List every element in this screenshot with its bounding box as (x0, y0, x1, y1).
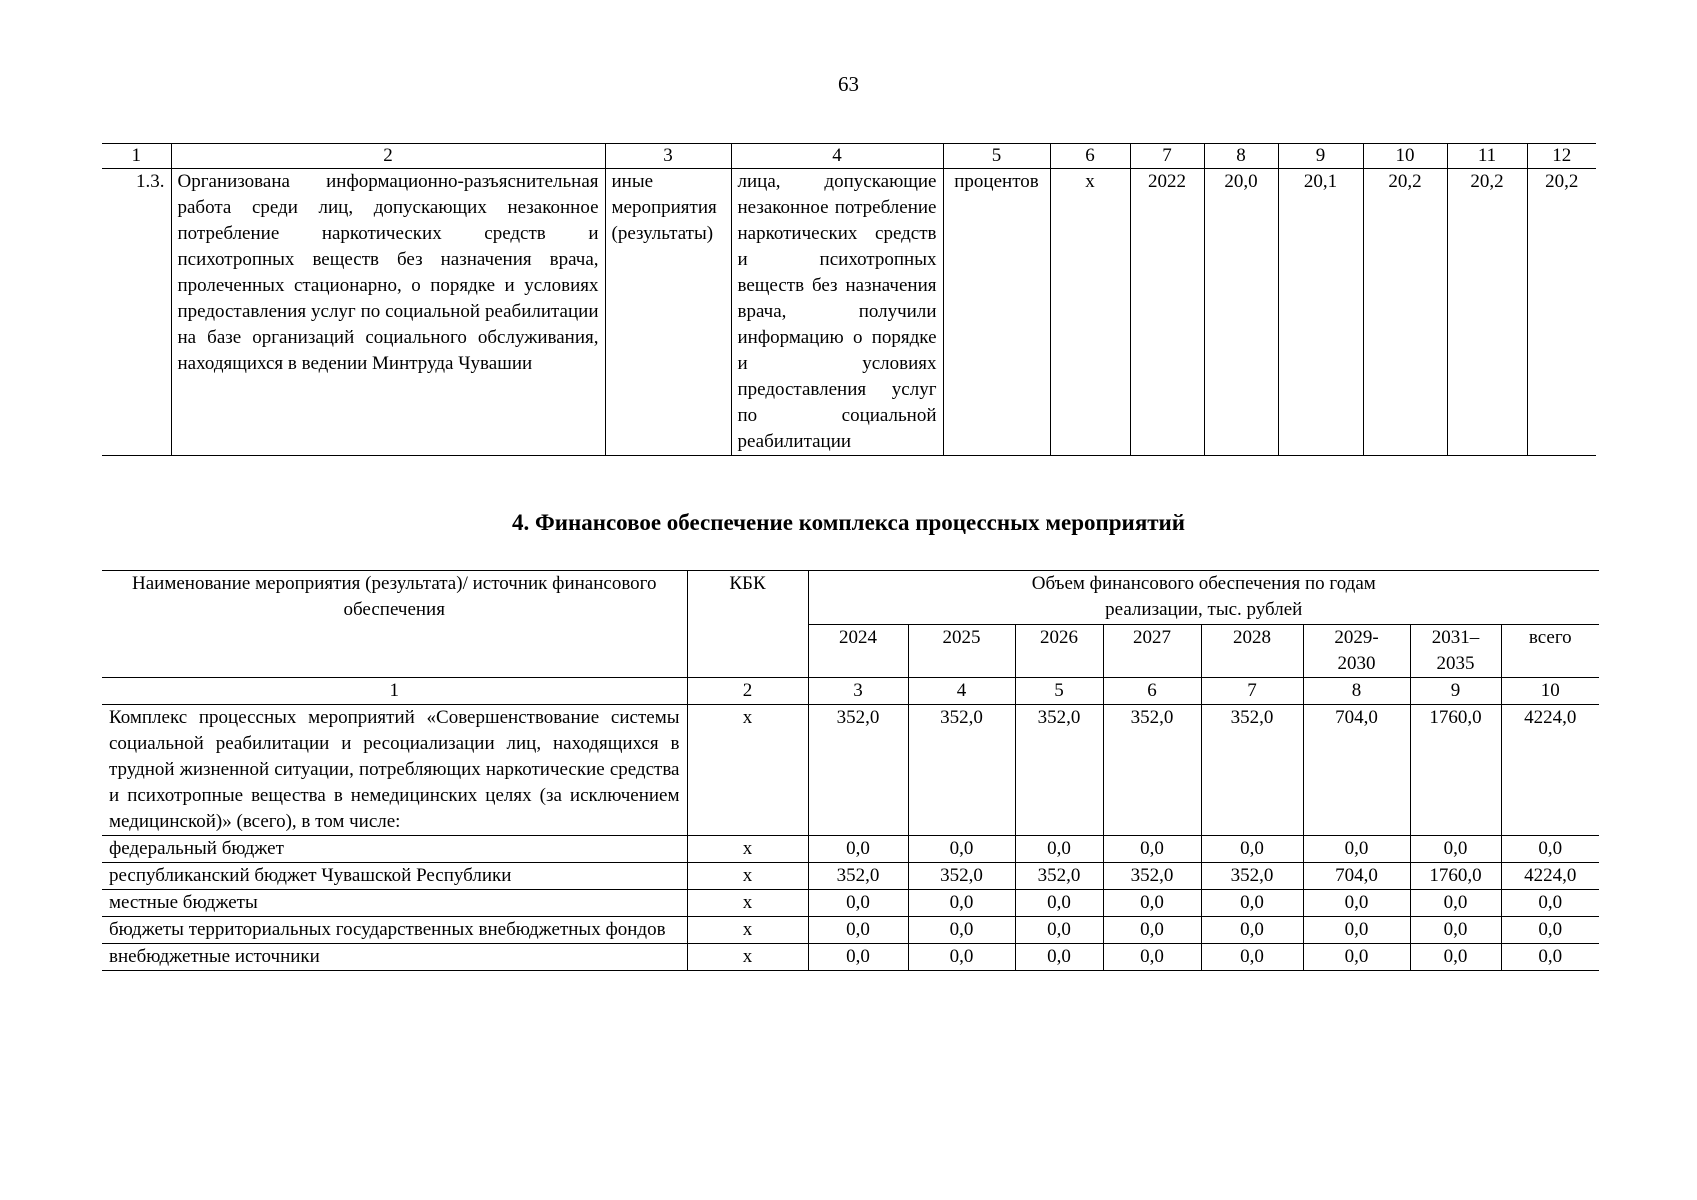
value-cell: 0,0 (908, 836, 1015, 863)
column-number: 2 (687, 678, 808, 705)
value-cell: 0,0 (1201, 917, 1303, 944)
value-cell: 0,0 (1015, 917, 1103, 944)
column-number: 5 (1015, 678, 1103, 705)
row-kbk: х (687, 836, 808, 863)
value-cell: 0,0 (1303, 890, 1410, 917)
column-number: 10 (1501, 678, 1599, 705)
indicators-table (102, 143, 1596, 456)
value-cell: 0,0 (1410, 836, 1501, 863)
header-cell: 4 (731, 144, 943, 169)
value-cell: 0,0 (908, 917, 1015, 944)
row-kbk: х (687, 863, 808, 890)
value-cell: 20,1 (1278, 169, 1363, 456)
value-cell: 4224,0 (1501, 863, 1599, 890)
column-number: 3 (808, 678, 908, 705)
value-cell: 0,0 (808, 917, 908, 944)
value-cell: 0,0 (1201, 890, 1303, 917)
value-cell: 352,0 (1201, 705, 1303, 836)
value-cell: 352,0 (1103, 863, 1201, 890)
table-header-row (102, 571, 1599, 625)
table-row (102, 917, 1599, 944)
header-cell: 9 (1278, 144, 1363, 169)
table-row (102, 863, 1599, 890)
header-cell: 8 (1204, 144, 1278, 169)
row-name: бюджеты территориальных государственных внебюджетных фондов (102, 917, 687, 944)
value-cell: 0,0 (1103, 917, 1201, 944)
table-row (102, 836, 1599, 863)
column-number: 7 (1201, 678, 1303, 705)
value-cell: 352,0 (808, 705, 908, 836)
year-header: всего (1501, 625, 1599, 678)
row-name: федеральный бюджет (102, 836, 687, 863)
value-cell: 0,0 (1015, 890, 1103, 917)
column-numbers-row (102, 678, 1599, 705)
value-cell: 352,0 (1015, 705, 1103, 836)
event-name: Организована информационно-разъяснительная работа среди лиц, допускающих незаконное потребление наркотических средств и психотропных веществ без назначения врача, пролеченных стационарно, о порядке и условиях предоставления услуг по социальной реабилитации на базе организаций социального обслуживания, находящихся в ведении Минтруда Чувашии (171, 169, 605, 456)
value-cell: 0,0 (808, 836, 908, 863)
year-header: 2025 (908, 625, 1015, 678)
value-cell: 0,0 (1201, 944, 1303, 971)
row-kbk: х (687, 917, 808, 944)
value-cell: 704,0 (1303, 705, 1410, 836)
table-row (102, 169, 1596, 456)
year-header: 2024 (808, 625, 908, 678)
value-cell: 352,0 (1201, 863, 1303, 890)
year-header: 2029-2030 (1303, 625, 1410, 678)
row-kbk: х (687, 705, 808, 836)
value-cell: 0,0 (908, 890, 1015, 917)
value-cell: 1760,0 (1410, 705, 1501, 836)
value-cell: 0,0 (1103, 944, 1201, 971)
value-cell: 352,0 (908, 705, 1015, 836)
row-name: республиканский бюджет Чувашской Республики (102, 863, 687, 890)
value-cell: 0,0 (1501, 890, 1599, 917)
header-cell: 7 (1130, 144, 1204, 169)
value-cell: 0,0 (1501, 944, 1599, 971)
value-cell: 704,0 (1303, 863, 1410, 890)
value-cell: 352,0 (1103, 705, 1201, 836)
value-cell: 0,0 (1015, 944, 1103, 971)
year-header: 2028 (1201, 625, 1303, 678)
value-cell: 0,0 (1303, 917, 1410, 944)
row-name: местные бюджеты (102, 890, 687, 917)
value-cell: 0,0 (1410, 944, 1501, 971)
page-number: 63 (838, 72, 859, 96)
year-header: 2026 (1015, 625, 1103, 678)
header-cell: 10 (1363, 144, 1447, 169)
header-volume: Объем финансового обеспечения по годам реализации, тыс. рублей (808, 571, 1599, 625)
row-kbk: х (687, 890, 808, 917)
row-number: 1.3. (102, 169, 171, 456)
column-number: 4 (908, 678, 1015, 705)
header-cell: 1 (102, 144, 171, 169)
value-cell: 352,0 (908, 863, 1015, 890)
table-row (102, 705, 1599, 836)
value-cell: 0,0 (1410, 917, 1501, 944)
value-cell: 0,0 (1410, 890, 1501, 917)
financing-table (102, 570, 1599, 971)
row-kbk: х (687, 944, 808, 971)
base-year: 2022 (1130, 169, 1204, 456)
value-cell: 20,2 (1527, 169, 1596, 456)
table-row (102, 944, 1599, 971)
value-cell: 0,0 (1501, 836, 1599, 863)
section-title: 4. Финансовое обеспечение комплекса процессных мероприятий (511, 510, 1186, 535)
value-cell: 352,0 (808, 863, 908, 890)
header-cell: 5 (943, 144, 1050, 169)
table-row (102, 890, 1599, 917)
value-cell: 0,0 (1303, 836, 1410, 863)
cell-col6: х (1050, 169, 1130, 456)
column-number: 1 (102, 678, 687, 705)
header-kbk: КБК (687, 571, 808, 678)
value-cell: 20,2 (1447, 169, 1527, 456)
value-cell: 0,0 (1103, 890, 1201, 917)
value-cell: 0,0 (1303, 944, 1410, 971)
unit: процентов (943, 169, 1050, 456)
header-cell: 11 (1447, 144, 1527, 169)
value-cell: 352,0 (1015, 863, 1103, 890)
value-cell: 0,0 (1015, 836, 1103, 863)
header-name: Наименование мероприятия (результата)/ источник финансового обеспечения (102, 571, 687, 678)
year-header: 2027 (1103, 625, 1201, 678)
header-cell: 2 (171, 144, 605, 169)
value-cell: 20,0 (1204, 169, 1278, 456)
value-cell: 1760,0 (1410, 863, 1501, 890)
value-cell: 0,0 (1501, 917, 1599, 944)
value-cell: 20,2 (1363, 169, 1447, 456)
year-header: 2031–2035 (1410, 625, 1501, 678)
value-cell: 0,0 (1201, 836, 1303, 863)
value-cell: 0,0 (908, 944, 1015, 971)
column-number: 6 (1103, 678, 1201, 705)
event-type: иные мероприятия (результаты) (605, 169, 731, 456)
value-cell: 0,0 (808, 944, 908, 971)
row-name: Комплекс процессных мероприятий «Совершенствование системы социальной реабилитации и ресоциализации лиц, находящихся в трудной жизненной ситуации, потребляющих наркотические средства и психотропные вещества в немедицинских целях (за исключением медицинской)» (всего), в том числе: (102, 705, 687, 836)
value-cell: 0,0 (808, 890, 908, 917)
header-cell: 12 (1527, 144, 1596, 169)
column-number: 9 (1410, 678, 1501, 705)
table-header-row (102, 144, 1596, 169)
header-cell: 6 (1050, 144, 1130, 169)
row-name: внебюджетные источники (102, 944, 687, 971)
indicator-description: лица, допускающие незаконное потребление наркотических средств и психотропных веществ без назначения врача, получили информацию о порядке и условиях предоставления услуг по социальной реабилитации (731, 169, 943, 456)
header-cell: 3 (605, 144, 731, 169)
value-cell: 4224,0 (1501, 705, 1599, 836)
column-number: 8 (1303, 678, 1410, 705)
value-cell: 0,0 (1103, 836, 1201, 863)
